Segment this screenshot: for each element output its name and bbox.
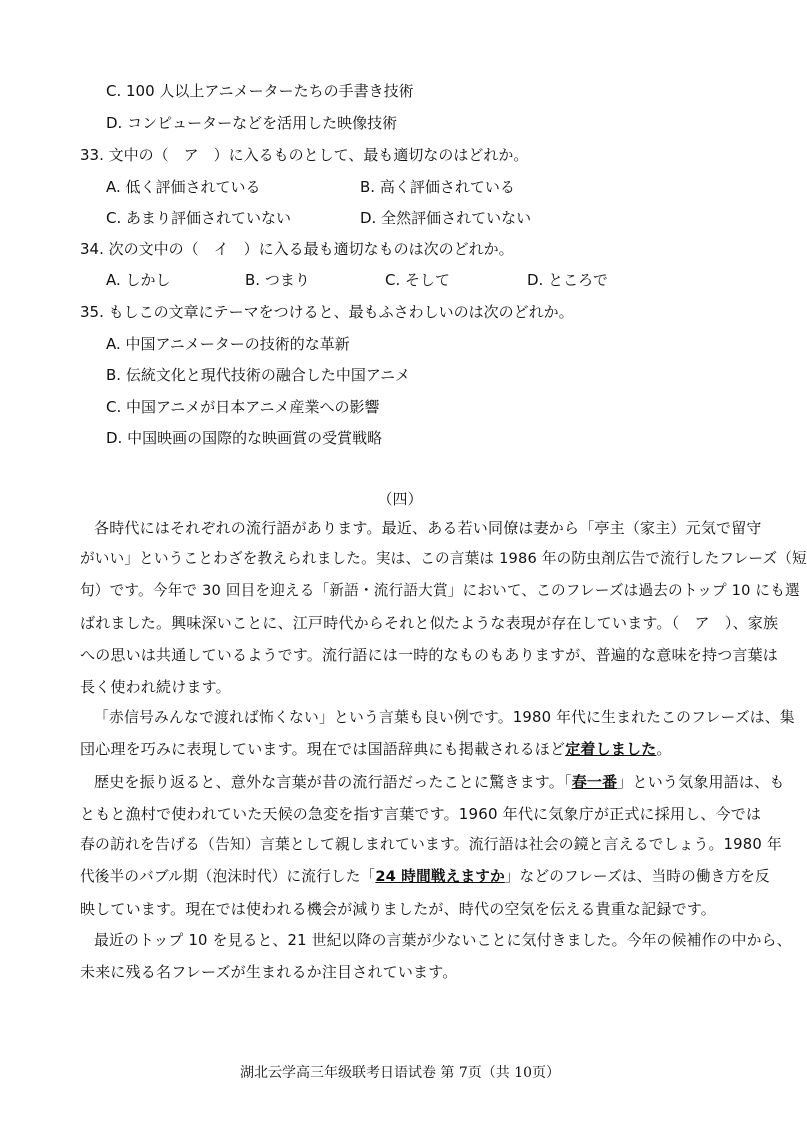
q33-option-a: A. 低く評価されている (106, 178, 261, 196)
passage-p4-line2: 未来に残る名フレーズが生まれるか注目されています。 (80, 963, 458, 981)
underlined-phrase-24jikan: 24 時間戦えますか (375, 868, 505, 885)
passage-p2-line1: 「赤信号みんなで渡れば怖くない」という言葉も良い例です。1980 年代に生まれたこのフレーズは、集 (94, 709, 795, 726)
passage-p1-line6: 長く使われ続けます。 (80, 678, 231, 696)
underlined-phrase-haruichiban: 春一番 (571, 773, 618, 791)
page-footer: 湖北云学高三年级联考日语试卷 第 7页（共 10页） (239, 1065, 561, 1081)
passage-p1-line4: ばれました。興味深いことに、江戸時代からそれと似たような表現が存在しています。（ ア ）、家族 (80, 614, 779, 632)
q35-option-a: A. 中国アニメーターの技術的な革新 (106, 335, 350, 353)
underlined-phrase-teichaku: 定着しました (565, 740, 657, 758)
q32-option-c: C. 100 人以上アニメーターたちの手書き技術 (106, 82, 414, 100)
passage-p2-line2: 団心理を巧みに表現しています。現在では国語辞典にも掲載されるほど定着しました。 (80, 740, 672, 758)
passage-p3-line4: 代後半のバブル期（泡沫时代）に流行した「24 時間戦えますか」などのフレーズは、当時の働き方を反 (80, 868, 770, 885)
passage-p3-line1: 歴史を振り返ると、意外な言葉が昔の流行語だったことに驚きます。「春一番」という気象用語は、も (94, 773, 785, 791)
q32-option-d: D. コンピューターなどを活用した映像技術 (106, 114, 398, 132)
q34-option-d: D. ところで (527, 271, 608, 289)
q33-option-c: C. あまり評価されていない (106, 209, 292, 227)
passage-p3-line3: 春の訪れを告げる（告知）言葉として親しまれています。流行語は社会の鏡と言えるでしょう。1980 年 (80, 836, 782, 853)
q35-option-b: B. 伝統文化と現代技術の融合した中国アニメ (106, 366, 411, 384)
q35-stem: 35. もしこの文章にテーマをつけると、最もふさわしいのは次のどれか。 (80, 303, 574, 321)
q33-stem: 33. 文中の（ ア ）に入るものとして、最も適切なのはどれか。 (80, 146, 529, 164)
passage-p3-line2: ともと漁村で使われていた天候の急変を指す言葉です。1960 年代に気象庁が正式に採用し、今では (80, 805, 762, 823)
passage-p1-line1: 各時代にはそれぞれの流行語があります。最近、ある若い同僚は妻から「亭主（家主）元気で留守 (94, 519, 762, 537)
q34-option-b: B. つまり (245, 271, 310, 289)
section-title: （四） (377, 490, 423, 508)
q33-option-b: B. 高く評価されている (360, 178, 515, 196)
q34-option-c: C. そして (385, 271, 451, 289)
passage-p1-line2: がいい」ということわざを教えられました。実は、この言葉は 1986 年の防虫剤広告で流行したフレーズ（短 (80, 550, 807, 567)
q34-stem: 34. 次の文中の（ イ ）に入る最も適切なものは次のどれか。 (80, 240, 514, 258)
q35-option-c: C. 中国アニメが日本アニメ産業への影響 (106, 398, 380, 416)
passage-p1-line3: 句）です。今年で 30 回目を迎える「新語・流行語大賞」において、このフレーズは過去のトップ 10 にも選 (80, 582, 800, 599)
q35-option-d: D. 中国映画の国際的な映画賞の受賞戦略 (106, 429, 383, 447)
q33-option-d: D. 全然評価されていない (360, 209, 532, 227)
passage-p3-line5: 映しています。現在では使われる機会が減りましたが、時代の空気を伝える貴重な記録です。 (80, 900, 717, 918)
q34-option-a: A. しかし (106, 271, 171, 289)
passage-p1-line5: への思いは共通しているようです。流行語には一時的なものもありますが、普遍的な意味を持つ言葉は (80, 646, 779, 664)
passage-p4-line1: 最近のトップ 10 を見ると、21 世紀以降の言葉が少ないことに気付きました。今年の候補作の中から、 (94, 932, 792, 949)
